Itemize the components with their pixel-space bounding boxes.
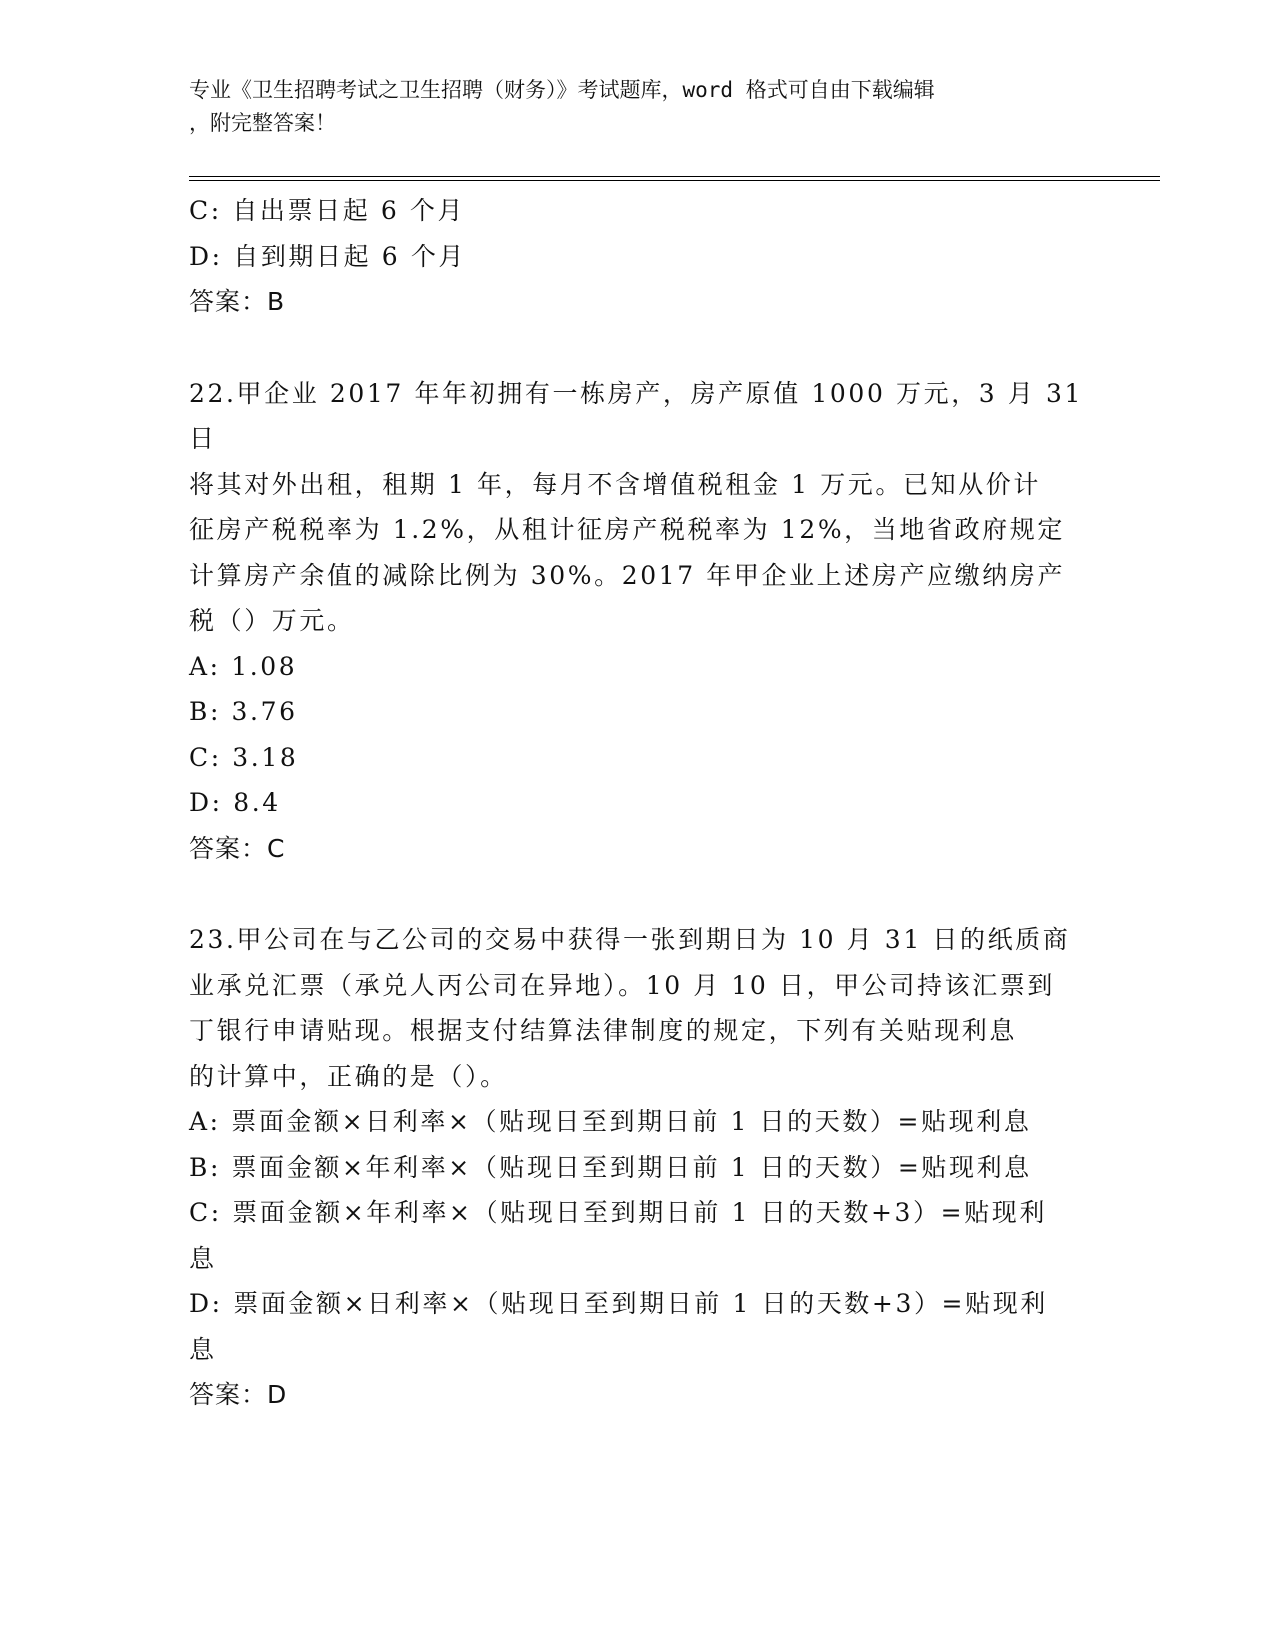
question-spacer <box>189 325 1089 371</box>
question-stem-line: 税（）万元。 <box>189 606 355 635</box>
question-stem-line: 丁银行申请贴现。根据支付结算法律制度的规定，下列有关贴现利息 <box>189 1016 1018 1045</box>
option-c: C: 自出票日起 6 个月 <box>189 196 466 225</box>
option-d: D: 8.4 <box>189 788 281 817</box>
question-stem-line: 计算房产余值的减除比例为 30%。2017 年甲企业上述房产应缴纳房产 <box>189 560 1066 590</box>
question-23 <box>189 917 1089 1418</box>
document-header <box>189 74 1089 140</box>
answer-line: 答案：B <box>189 287 286 316</box>
option-a: A: 1.08 <box>189 651 298 681</box>
question-stem-line: 将其对外出租，租期 1 年，每月不含增值税租金 1 万元。已知从价计 <box>189 469 1042 499</box>
question-list <box>189 188 1094 1418</box>
option-c-continuation: 息 <box>189 1243 217 1273</box>
header-line-2: ，附完整答案！ <box>189 111 336 135</box>
question-stem-line: 征房产税税率为 1.2%，从租计征房产税税率为 12%，当地省政府规定 <box>189 515 1065 544</box>
question-22 <box>189 371 1094 872</box>
option-b: B: 3.76 <box>189 697 298 726</box>
question-21 <box>189 188 1089 325</box>
option-b: B: 票面金额×年利率×（贴现日至到期日前 1 日的天数）=贴现利息 <box>189 1152 1032 1182</box>
option-d: D: 自到期日起 6 个月 <box>189 241 467 271</box>
question-stem-line: 22.甲企业 2017 年年初拥有一栋房产，房产原值 1000 万元，3 月 31 日 <box>189 378 1094 453</box>
question-stem-line: 业承兑汇票（承兑人丙公司在异地）。10 月 10 日，甲公司持该汇票到 <box>189 970 1055 1000</box>
option-a: A: 票面金额×日利率×（贴现日至到期日前 1 日的天数）=贴现利息 <box>189 1107 1032 1136</box>
question-stem-line: 23.甲公司在与乙公司的交易中获得一张到期日为 10 月 31 日的纸质商 <box>189 925 1071 954</box>
option-d-continuation: 息 <box>189 1334 217 1364</box>
option-c: C: 3.18 <box>189 742 299 772</box>
option-c: C: 票面金额×年利率×（贴现日至到期日前 1 日的天数+3）=贴现利 <box>189 1198 1047 1227</box>
answer-line: 答案：C <box>189 833 286 863</box>
option-d: D: 票面金额×日利率×（贴现日至到期日前 1 日的天数+3）=贴现利 <box>189 1289 1048 1318</box>
answer-line: 答案：D <box>189 1380 288 1409</box>
header-line-1: 专业《卫生招聘考试之卫生招聘（财务）》考试题库，word 格式可自由下载编辑 <box>189 78 935 102</box>
question-spacer <box>189 871 1089 917</box>
question-stem-line: 的计算中，正确的是（）。 <box>189 1061 508 1091</box>
header-double-rule <box>189 176 1160 181</box>
